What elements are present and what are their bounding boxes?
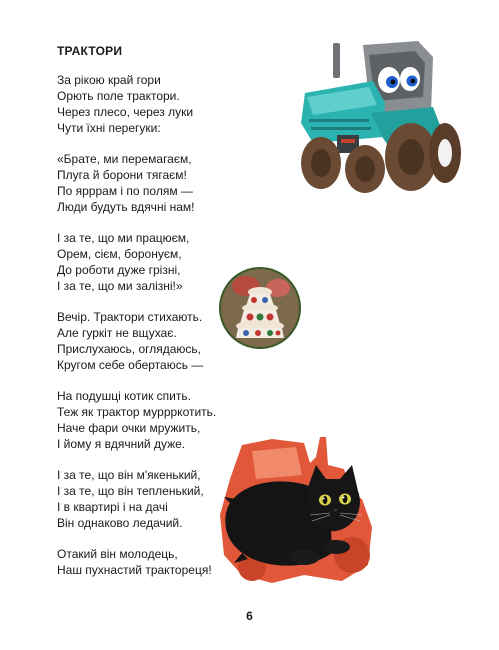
poem-line: Кругом себе обертаюсь — [57,358,204,372]
medallion-shape [219,267,301,349]
poem-line: І за те, що він тепленький, [57,484,204,498]
poem-title: ТРАКТОРИ [57,44,123,58]
poem-line: Орем, сієм, боронуєм, [57,247,182,261]
stanza [57,467,232,531]
poem-line: І за те, що ми залізні!» [57,279,183,293]
page-number: 6 [246,609,253,623]
stanza [57,546,232,578]
poem-line: Чути їхні перегуки: [57,121,161,135]
poem-line: До роботи дуже грізні, [57,263,181,277]
poem-line: На подушці котик спить. [57,389,191,403]
poem-line: Теж як трактор муррркотить. [57,405,217,419]
poem-line: І йому я вдячний дуже. [57,437,186,451]
stanza [57,230,232,294]
poem-line: Орють поле трактори. [57,89,180,103]
sleeping-cat-illustration [212,435,382,585]
poem-line: За рікою край гори [57,73,161,87]
stanza [57,309,232,373]
poem-line: Плуга й борони тягаєм! [57,168,187,182]
poem-line: «Брате, ми перемагаєм, [57,152,192,166]
poem-line: Через плесо, через луки [57,105,194,119]
poem-body [57,72,232,593]
poem-line: Прислухаюсь, оглядаюсь, [57,342,202,356]
stanza [57,151,232,215]
tractor-shape [301,41,461,193]
poem-line: Наче фари очки мружить, [57,421,201,435]
stanza [57,72,232,136]
stanza [57,388,232,452]
poem-line: Отакий він молодець, [57,547,178,561]
poem-line: І за те, що він м'якенький, [57,468,201,482]
poem-line: Але гуркіт не вщухає. [57,326,177,340]
poem-line: Він однаково ледачий. [57,516,183,530]
folk-pottery-medallion [218,266,302,350]
poem-line: Вечір. Трактори стихають. [57,310,203,324]
poem-line: І в квартирі і на дачі [57,500,168,514]
tractor-illustration [293,35,463,195]
poem-line: І за те, що ми працюєм, [57,231,190,245]
poem-line: По ярррам і по полям — [57,184,193,198]
poem-line: Наш пухнастий трактореця! [57,563,212,577]
poem-line: Люди будуть вдячні нам! [57,200,195,214]
